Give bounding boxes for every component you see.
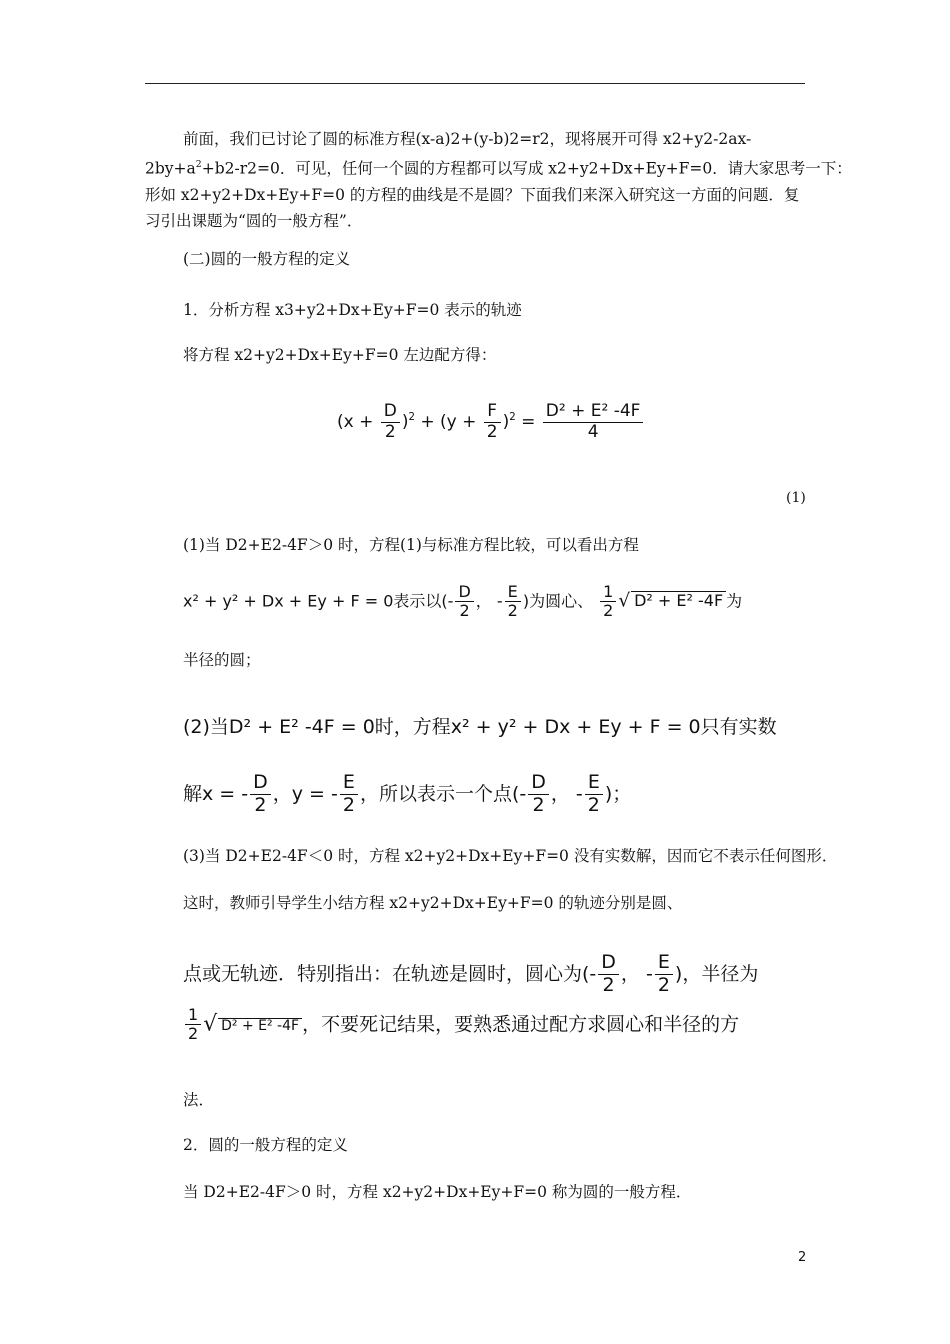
case1-end: 半径的圆；	[183, 651, 261, 669]
case2-line-1: (2)当D² + E² -4F = 0时，方程x² + y² + Dx + Ey + F = 0只有实数	[183, 716, 777, 738]
intro-line-3: 形如 x2+y2+Dx+Ey+F=0 的方程的曲线是不是圆？下面我们来深入研究这一方面的问题．复	[145, 185, 800, 204]
summary-text: 这时，教师引导学生小结方程 x2+y2+Dx+Ey+F=0 的轨迹分别是圆、	[183, 894, 683, 912]
item2-title: 2．圆的一般方程的定义	[183, 1136, 348, 1154]
intro-paragraph	[145, 126, 852, 234]
case1-intro: (1)当 D2+E2-4F＞0 时，方程(1)与标准方程比较，可以看出方程	[183, 536, 639, 554]
equation-1: (x + $\frac{D}{2}$ )$^2$ + (y + $\frac{F}{2}$ )$^2$ = $\frac{\text{D² + E² -4F}}{4}$	[337, 402, 645, 442]
equation-number: (1)	[786, 490, 806, 506]
section-title: (二)圆的一般方程的定义	[183, 250, 351, 268]
special-line-1: 点或无轨迹．特别指出：在轨迹是圆时，圆心为(- $\frac{D}{2}$ ， - $\frac{E}{2}$ )，半径为	[183, 951, 759, 996]
intro-line-1: 前面，我们已讨论了圆的标准方程(x-a)2+(y-b)2=r2，现将展开可得 x2+y2-2ax-	[183, 130, 752, 148]
complete-square-text: 将方程 x2+y2+Dx+Ey+F=0 左边配方得：	[183, 346, 497, 364]
page-number: 2	[798, 1250, 807, 1265]
method-end: 法．	[183, 1091, 215, 1109]
definition-text: 当 D2+E2-4F＞0 时，方程 x2+y2+Dx+Ey+F=0 称为圆的一般方程．	[183, 1183, 692, 1201]
case1-math: x² + y² + Dx + Ey + F = 0表示以(- $\frac{D}{2}$ ， - $\frac{E}{2}$ )为圆心、 $\frac{1}{2}$ √ D² + E² -4F 为	[183, 582, 743, 621]
case2-line-2: 解x = - $\frac{D}{2}$ ，y = - $\frac{E}{2}$ ，所以表示一个点(- $\frac{D}{2}$ ， - $\frac{E}{2}$ )；	[183, 771, 632, 816]
header-rule	[145, 83, 805, 84]
case3-text: (3)当 D2+E2-4F＜0 时，方程 x2+y2+Dx+Ey+F=0 没有实数解，因而它不表示任何图形．	[183, 847, 838, 865]
intro-line-4: 习引出课题为“圆的一般方程”．	[145, 211, 363, 230]
special-line-2: $\frac{1}{2}$ √ D² + E² -4F ，不要死记结果，要熟悉通过配方求圆心和半径的方	[183, 1006, 739, 1044]
item1-title: 1．分析方程 x3+y2+Dx+Ey+F=0 表示的轨迹	[183, 301, 522, 319]
intro-line-2: $2by+a^2+b2-r2=0$．可见，任何一个圆的方程都可以写成 x2+y2+Dx+Ey+F=0．请大家思考一下：	[145, 159, 852, 178]
